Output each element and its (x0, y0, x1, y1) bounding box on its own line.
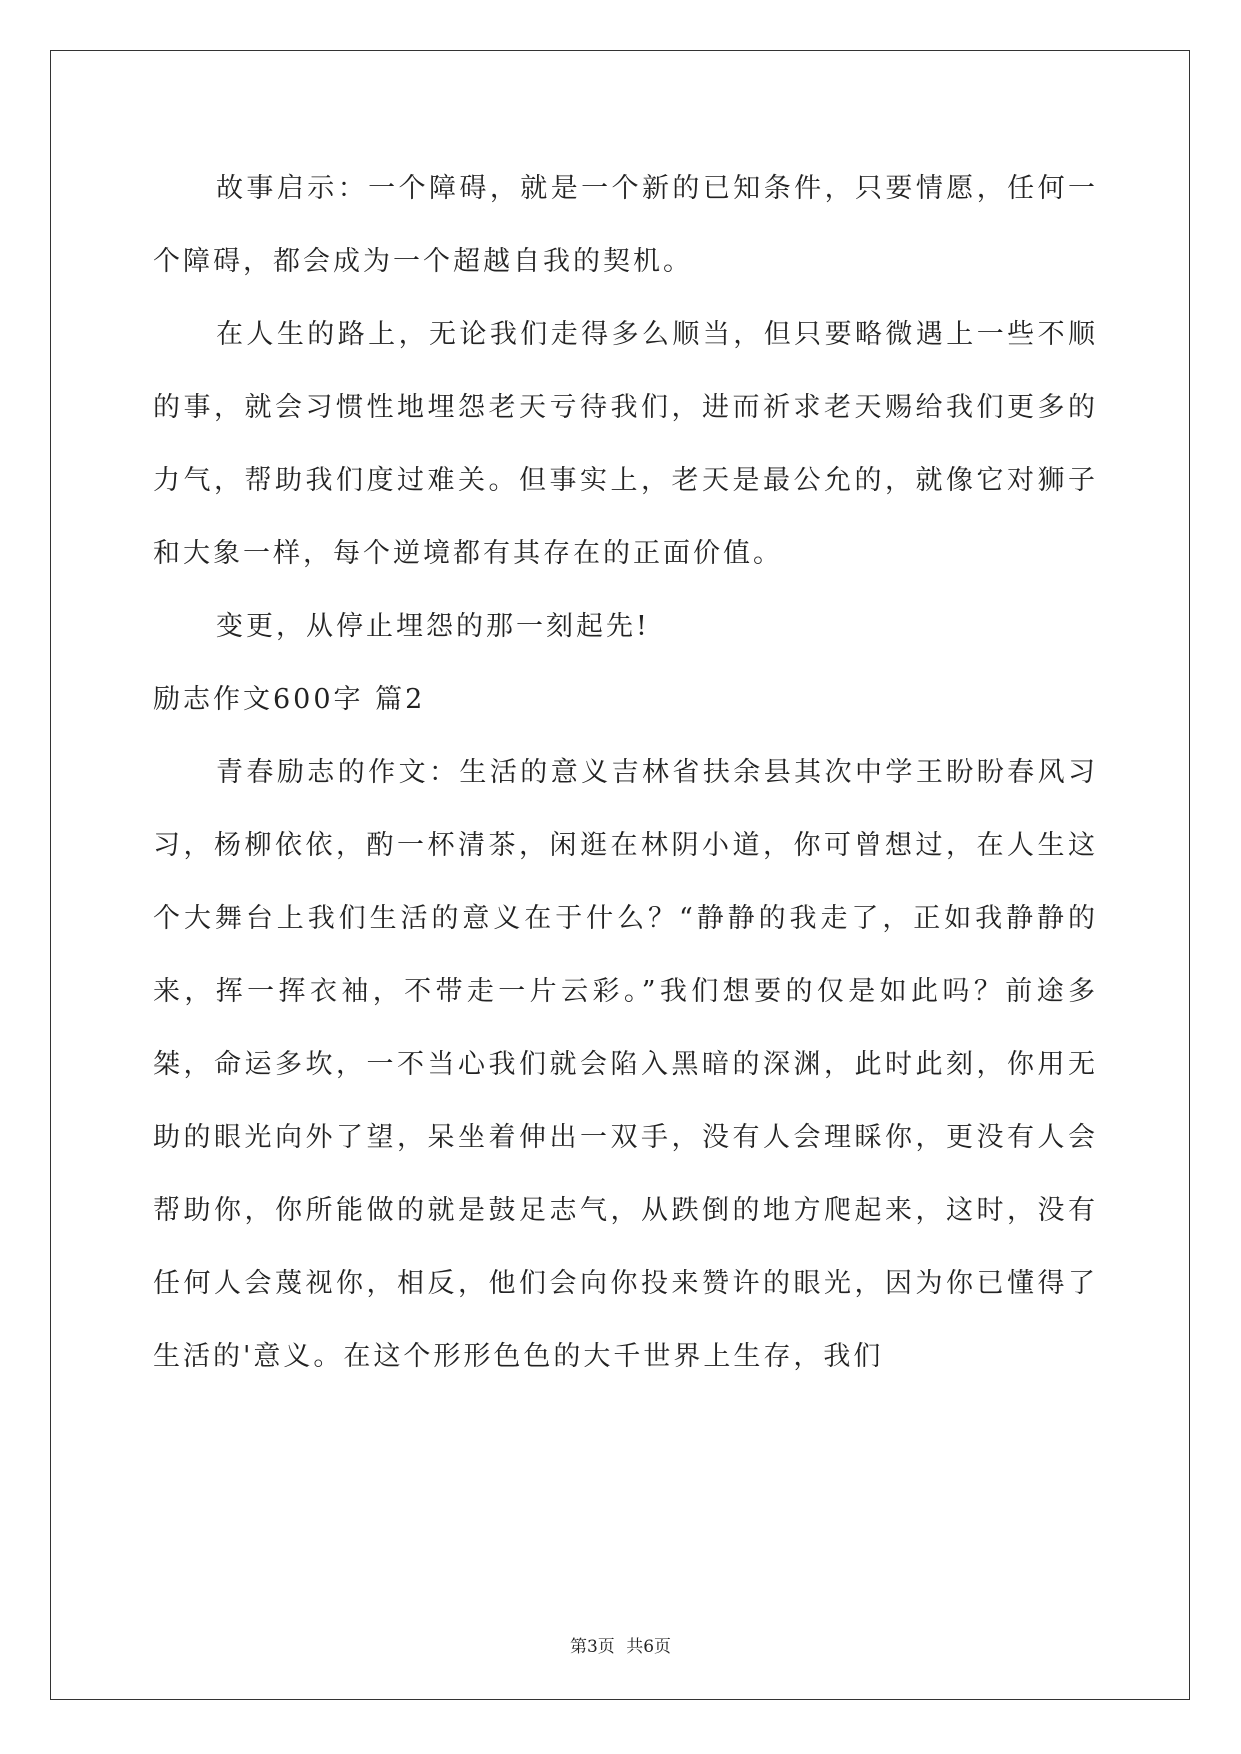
paragraph: 变更，从停止埋怨的那一刻起先! (216, 611, 650, 642)
page-number-footer: 第3页 共6页 (569, 1637, 672, 1657)
section-heading: 励志作文600字 篇2 (153, 684, 426, 715)
paragraph: 故事启示：一个障碍，就是一个新的已知条件，只要情愿，任何一个障碍，都会成为一个超越自我的契机。 (153, 173, 1098, 277)
document-body (153, 152, 1098, 1393)
paragraph: 在人生的路上，无论我们走得多么顺当，但只要略微遇上一些不顺的事，就会习惯性地埋怨老天亏待我们，进而祈求老天赐给我们更多的力气，帮助我们度过难关。但事实上，老天是最公允的，就像它对狮子和大象一样，每个逆境都有其存在的正面价值。 (153, 319, 1098, 569)
paragraph: 青春励志的作文：生活的意义吉林省扶余县其次中学王盼盼春风习习，杨柳依依，酌一杯清茶，闲逛在林阴小道，你可曾想过，在人生这个大舞台上我们生活的意义在于什么？“静静的我走了，正如我静静的来，挥一挥衣袖，不带走一片云彩。”我们想要的仅是如此吗？前途多桀，命运多坎，一不当心我们就会陷入黑暗的深渊，此时此刻，你用无助的眼光向外了望，呆坐着伸出一双手，没有人会理睬你，更没有人会帮助你，你所能做的就是鼓足志气，从跌倒的地方爬起来，这时，没有任何人会蔑视你，相反，他们会向你投来赞许的眼光，因为你已懂得了生活的'意义。在这个形形色色的大千世界上生存，我们 (153, 757, 1098, 1372)
